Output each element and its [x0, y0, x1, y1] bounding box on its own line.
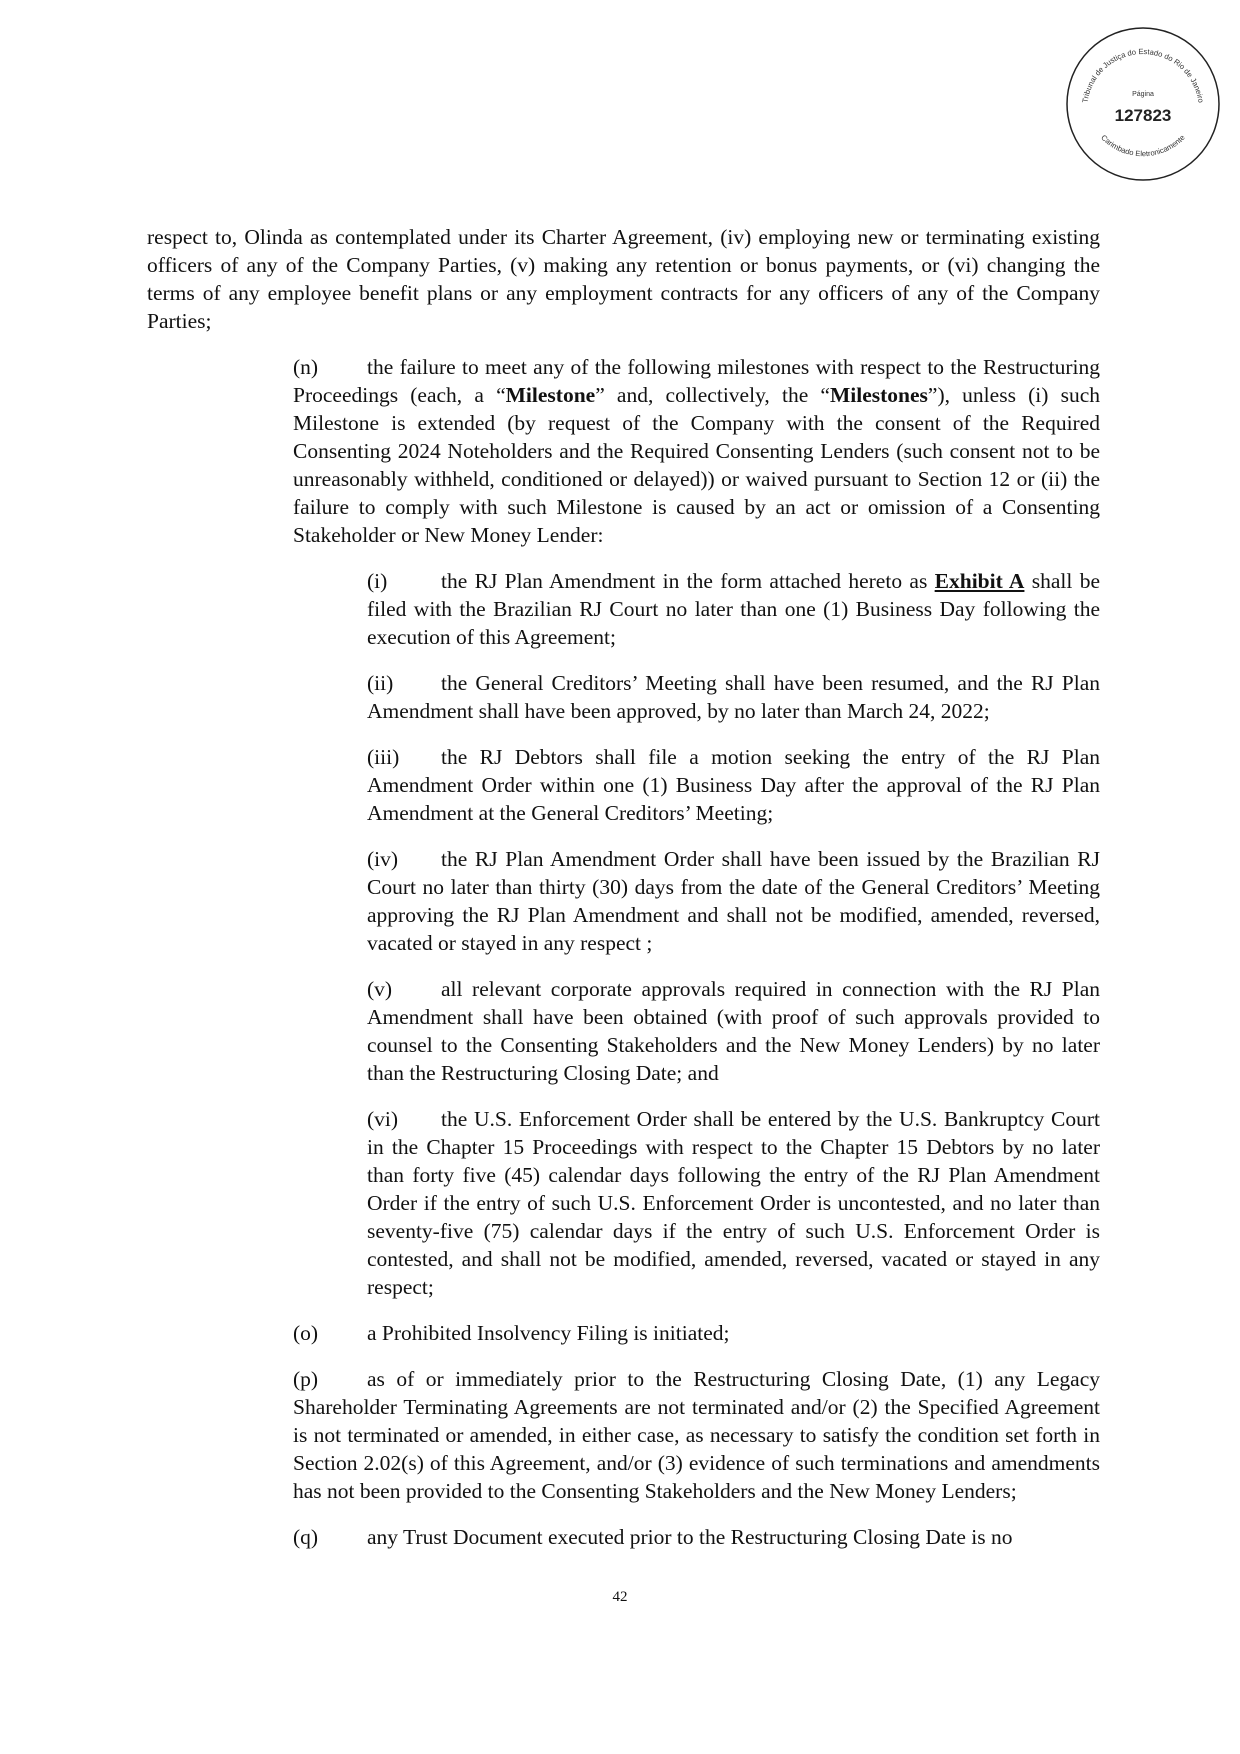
- stamp-page-label: Página: [1132, 91, 1154, 98]
- clause-n-v-number: (v): [367, 977, 393, 1001]
- clause-n-iii-text: the RJ Debtors shall file a motion seeking the entry of the RJ Plan Amendment Order within one (1) Business Day after the approval of the RJ Plan Amendment at the General Creditors’ Meeting;: [367, 745, 1100, 825]
- stamp-arc-top-text: Tribunal de Justiça do Estado do Rio de Janeiro: [1080, 46, 1206, 104]
- clause-n-ii: [147, 669, 1100, 725]
- clause-n-text-3: ”), unless (i) such Milestone is extended (by request of the Company with the consent of the Required Consenting 2024 Noteholders and the Required Consenting Lenders (such consent not to be unreasonably withheld, conditioned or delayed)) or waived pursuant to Section 12 or (ii) the failure to comply with such Milestone is caused by an act or omission of a Consenting Stakeholder or New Money Lender:: [293, 383, 1101, 547]
- stamp-page-number: 127823: [1114, 106, 1172, 125]
- stamp-arc-bottom-text: Carimbado Eletronicamente: [1099, 132, 1187, 159]
- paragraph-continuation: respect to, Olinda as contemplated under its Charter Agreement, (iv) employing new or terminating existing officers of any of the Company Parties, (v) making any retention or bonus payments, or (vi) changing the terms of any employee benefit plans or any employment contracts for any officers of any of the Company Parties;: [147, 225, 1100, 333]
- clause-p: [147, 1365, 1100, 1505]
- clause-q-number: (q): [293, 1525, 319, 1549]
- clause-q-text: any Trust Document executed prior to the Restructuring Closing Date is no: [367, 1525, 1013, 1549]
- court-stamp-seal: [1063, 24, 1223, 184]
- clause-n-iii: [147, 743, 1100, 827]
- clause-n-vi: [147, 1105, 1100, 1301]
- clause-n-vi-text: the U.S. Enforcement Order shall be entered by the U.S. Bankruptcy Court in the Chapter 15 Proceedings with respect to the Chapter 15 Debtors by no later than forty five (45) calendar days following the entry of the RJ Plan Amendment Order if the entry of such U.S. Enforcement Order is uncontested, and no later than seventy-five (75) calendar days if the entry of such U.S. Enforcement Order is contested, and shall not be modified, amended, reversed, vacated or stayed in any respect;: [367, 1107, 1100, 1299]
- clause-n-v-text: all relevant corporate approvals required in connection with the RJ Plan Amendment shall have been obtained (with proof of such approvals provided to counsel to the Consenting Stakeholders and the New Money Lenders) by no later than the Restructuring Closing Date; and: [367, 977, 1100, 1085]
- clause-n-iv-number: (iv): [367, 847, 399, 871]
- clause-n: [147, 353, 1100, 549]
- clause-o: [147, 1319, 1100, 1347]
- clause-n-i-number: (i): [367, 569, 388, 593]
- clause-n-vi-number: (vi): [367, 1107, 399, 1131]
- clause-q: [147, 1523, 1100, 1551]
- document-body: [147, 223, 1100, 1551]
- clause-p-text: as of or immediately prior to the Restructuring Closing Date, (1) any Legacy Shareholder Terminating Agreements are not terminated and/or (2) the Specified Agreement is not terminated or amended, in either case, as necessary to satisfy the condition set forth in Section 2.02(s) of this Agreement, and/or (3) evidence of such terminations and amendments has not been provided to the Consenting Stakeholders and the New Money Lenders;: [293, 1367, 1100, 1503]
- clause-n-number: (n): [293, 355, 319, 379]
- clause-n-text-1: the failure to meet any of the following milestones with respect to the Restructuring Proceedings (each, a “: [293, 355, 1100, 407]
- clause-n-iii-number: (iii): [367, 745, 400, 769]
- exhibit-a-reference: Exhibit A: [934, 569, 1025, 593]
- clause-n-i: [147, 567, 1100, 651]
- clause-n-text-2: ” and, collectively, the “: [595, 383, 830, 407]
- clause-o-number: (o): [293, 1321, 319, 1345]
- clause-n-iv: [147, 845, 1100, 957]
- clause-n-i-text-1: the RJ Plan Amendment in the form attached hereto as: [441, 569, 935, 593]
- defined-term-milestones: Milestones: [829, 383, 928, 407]
- defined-term-milestone: Milestone: [505, 383, 596, 407]
- clause-n-v: [147, 975, 1100, 1087]
- clause-n-ii-text: the General Creditors’ Meeting shall have been resumed, and the RJ Plan Amendment shall have been approved, by no later than March 24, 2022;: [367, 671, 1100, 723]
- clause-n-iv-text: the RJ Plan Amendment Order shall have been issued by the Brazilian RJ Court no later than thirty (30) days from the date of the General Creditors’ Meeting approving the RJ Plan Amendment and shall not be modified, amended, reversed, vacated or stayed in any respect ;: [367, 847, 1100, 955]
- clause-n-i-text-2: shall be filed with the Brazilian RJ Court no later than one (1) Business Day following the execution of this Agreement;: [367, 569, 1101, 649]
- clause-o-text: a Prohibited Insolvency Filing is initiated;: [367, 1321, 730, 1345]
- clause-n-ii-number: (ii): [367, 671, 394, 695]
- page-number: 42: [612, 1589, 628, 1605]
- clause-p-number: (p): [293, 1367, 319, 1391]
